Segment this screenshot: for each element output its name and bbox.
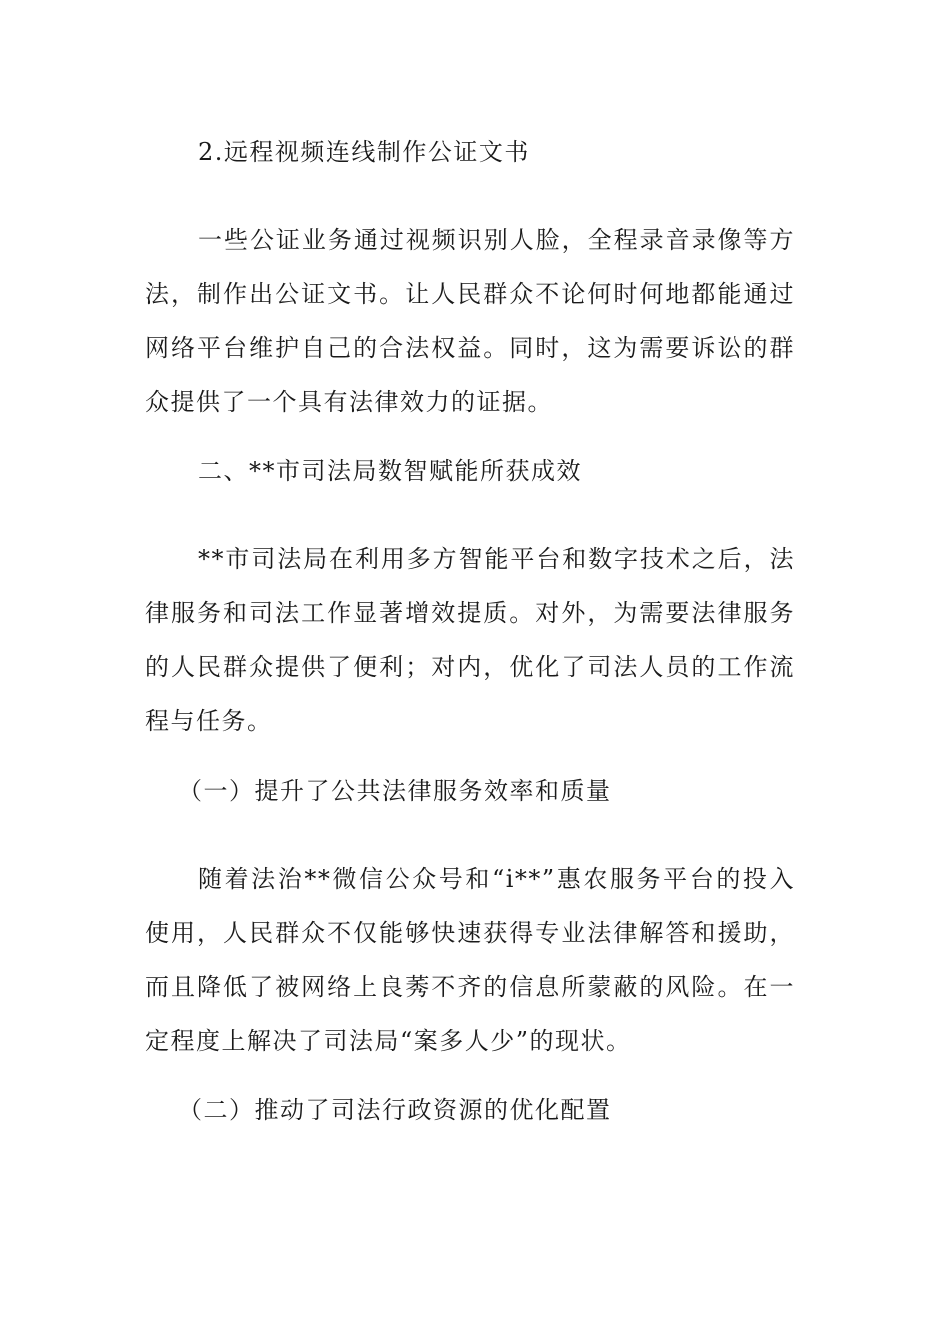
paragraph-subsection-1: 随着法治**微信公众号和“i**”惠农服务平台的投入使用，人民群众不仅能够快速获得专业法律解答和援助，而且降低了被网络上良莠不齐的信息所蒙蔽的风险。在一定程度上解决了司法局“案多人少”的现状。 xyxy=(145,865,795,1055)
section-heading-results: 二、**市司法局数智赋能所获成效 xyxy=(198,457,582,485)
section-heading-remote-video: 2.远程视频连线制作公证文书 xyxy=(198,138,530,166)
subsection-heading-1: （一）提升了公共法律服务效率和质量 xyxy=(178,777,612,805)
subsection-heading-2: （二）推动了司法行政资源的优化配置 xyxy=(178,1096,612,1124)
paragraph-remote-video: 一些公证业务通过视频识别人脸，全程录音录像等方法，制作出公证文书。让人民群众不论何时何地都能通过网络平台维护自己的合法权益。同时，这为需要诉讼的群众提供了一个具有法律效力的证据。 xyxy=(145,226,795,416)
paragraph-results: **市司法局在利用多方智能平台和数字技术之后，法律服务和司法工作显著增效提质。对外，为需要法律服务的人民群众提供了便利；对内，优化了司法人员的工作流程与任务。 xyxy=(145,545,795,735)
